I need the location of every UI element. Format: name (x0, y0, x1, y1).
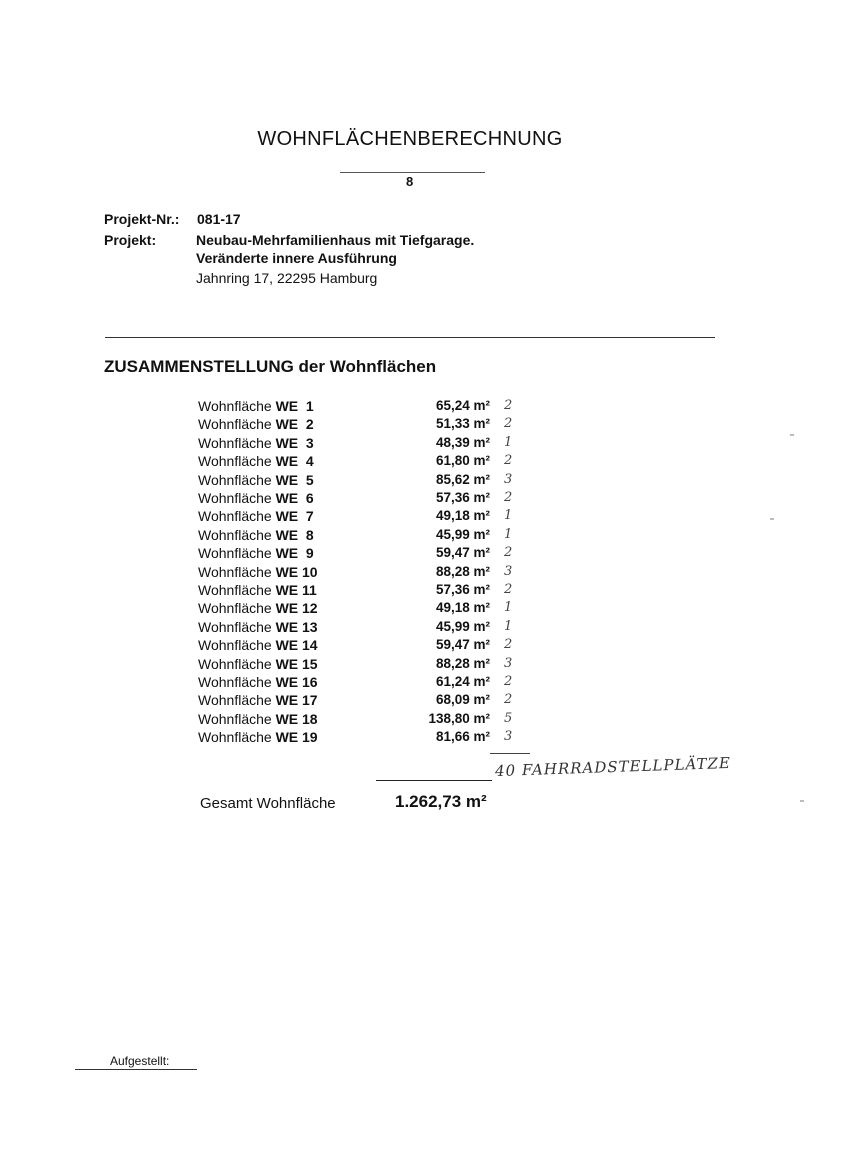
handwritten-room-count: 3 (504, 655, 513, 671)
list-item-unit: WE 2 (275, 416, 314, 433)
handwritten-room-count: 3 (504, 563, 513, 579)
handwritten-room-count: 1 (504, 618, 513, 634)
list-item-area: 57,36 m² (435, 582, 490, 597)
list-item-unit: WE 5 (275, 471, 314, 488)
list-item-unit: WE 3 (275, 434, 314, 451)
handwritten-room-count: 1 (504, 526, 513, 542)
list-item-area: 51,33 m² (435, 416, 490, 432)
list-item-type: Wohnfläche (198, 710, 272, 727)
list-item-area: 65,24 m² (435, 398, 490, 413)
list-item-type: Wohnfläche (198, 692, 272, 709)
list-item-label (198, 527, 314, 543)
list-item-unit: WE 11 (275, 582, 317, 598)
list-item-type: Wohnfläche (198, 618, 272, 635)
list-item-unit: WE 4 (275, 453, 314, 470)
list-item-type: Wohnfläche (198, 563, 272, 580)
list-item (0, 729, 850, 747)
list-item-area: 88,28 m² (435, 655, 490, 671)
list-item-area: 81,66 m² (435, 729, 490, 745)
project-address: Jahnring 17, 22295 Hamburg (196, 270, 378, 286)
handwritten-room-count: 2 (504, 692, 513, 708)
list-item (0, 692, 850, 710)
list-item (0, 656, 850, 674)
scan-speck (790, 434, 794, 436)
scan-speck (770, 518, 774, 520)
list-item-label (198, 637, 318, 653)
list-item-unit: WE 16 (275, 674, 318, 690)
list-item-area: 45,99 m² (435, 618, 490, 634)
list-item-unit: WE 12 (275, 600, 318, 617)
project-label: Projekt: (104, 232, 157, 248)
list-item-unit: WE 9 (275, 545, 314, 562)
list-item-label (198, 472, 314, 488)
handwritten-note: 40 FAHRRADSTELLPLÄTZE (494, 753, 732, 781)
list-item-type: Wohnfläche (198, 637, 272, 654)
list-item-type: Wohnfläche (198, 545, 272, 562)
aufgestellt-label: Aufgestellt: (110, 1054, 170, 1068)
list-item (0, 711, 850, 729)
handwritten-room-count: 2 (504, 416, 513, 432)
list-item-area: 59,47 m² (435, 637, 490, 653)
list-item-type: Wohnfläche (198, 453, 272, 470)
list-item-label (198, 416, 314, 432)
list-item-label (198, 490, 314, 506)
list-item-label (198, 674, 318, 690)
list-item (0, 453, 850, 471)
list-item-label (198, 545, 314, 561)
total-rule (376, 780, 492, 781)
handwritten-room-count: 3 (504, 729, 513, 745)
list-item-label (198, 656, 318, 672)
list-item-type: Wohnfläche (198, 729, 272, 746)
list-item-type: Wohnfläche (198, 398, 272, 414)
document-title: WOHNFLÄCHENBERECHNUNG (257, 128, 563, 150)
list-item-area: 57,36 m² (435, 490, 490, 505)
list-item-unit: WE 8 (275, 526, 314, 543)
list-item-type: Wohnfläche (198, 582, 272, 598)
list-item-area: 61,24 m² (435, 674, 490, 689)
total-value: 1.262,73 m² (395, 792, 487, 811)
list-item-type: Wohnfläche (198, 526, 272, 543)
list-item (0, 674, 850, 692)
list-item (0, 619, 850, 637)
list-item-unit: WE 6 (275, 490, 314, 506)
list-item (0, 564, 850, 582)
list-item-type: Wohnfläche (198, 674, 272, 690)
list-item (0, 416, 850, 434)
list-item-area: 61,80 m² (435, 453, 490, 469)
handwritten-underline (490, 753, 530, 754)
handwritten-room-count: 1 (504, 434, 513, 450)
list-item (0, 545, 850, 563)
list-item-label (198, 619, 318, 635)
list-item-area: 138,80 m² (428, 710, 490, 726)
list-item-label (198, 398, 314, 414)
list-item-unit: WE 1 (275, 398, 314, 414)
list-item (0, 508, 850, 526)
project-nr-label: Projekt-Nr.: (104, 211, 180, 227)
total-label: Gesamt Wohnfläche (200, 795, 336, 812)
list-item-area: 48,39 m² (435, 434, 490, 450)
list-item (0, 600, 850, 618)
list-item-unit: WE 14 (275, 637, 318, 654)
list-item-label (198, 600, 318, 616)
list-item (0, 637, 850, 655)
list-item-unit: WE 7 (275, 508, 314, 525)
list-item-type: Wohnfläche (198, 655, 272, 672)
list-item-type: Wohnfläche (198, 600, 272, 617)
project-line-1: Neubau-Mehrfamilienhaus mit Tiefgarage. (196, 232, 475, 248)
list-item-area: 49,18 m² (435, 600, 490, 616)
list-item-type: Wohnfläche (198, 471, 272, 488)
list-item-area: 45,99 m² (435, 526, 490, 542)
handwritten-room-count: 2 (504, 582, 513, 597)
list-item-label (198, 729, 318, 745)
handwritten-room-count: 2 (504, 453, 513, 469)
list-item-unit: WE 15 (275, 655, 318, 672)
list-item (0, 582, 850, 600)
list-item-unit: WE 18 (275, 710, 318, 727)
list-item-area: 49,18 m² (435, 508, 490, 524)
project-nr-value: 081-17 (197, 211, 241, 227)
section-divider (105, 337, 715, 338)
page-number-rule (340, 172, 485, 173)
list-item-type: Wohnfläche (198, 508, 272, 525)
list-item (0, 527, 850, 545)
page-number: 8 (406, 174, 414, 189)
handwritten-room-count: 1 (504, 600, 513, 616)
section-heading: ZUSAMMENSTELLUNG der Wohnflächen (104, 357, 437, 376)
handwritten-room-count: 3 (504, 471, 513, 487)
list-item-unit: WE 10 (275, 563, 318, 580)
list-item-label (198, 435, 314, 451)
list-item-area: 85,62 m² (435, 471, 490, 487)
list-item (0, 435, 850, 453)
list-item (0, 490, 850, 508)
list-item-type: Wohnfläche (198, 434, 272, 451)
list-item-label (198, 453, 314, 469)
project-line-2: Veränderte innere Ausführung (196, 250, 397, 266)
handwritten-room-count: 2 (504, 674, 513, 689)
list-item-label (198, 711, 318, 727)
list-item (0, 472, 850, 490)
list-item-area: 68,09 m² (435, 692, 490, 708)
list-item (0, 398, 850, 416)
list-item-label (198, 582, 317, 598)
signature-line (75, 1069, 197, 1070)
list-item-type: Wohnfläche (198, 490, 272, 506)
list-item-area: 59,47 m² (435, 545, 490, 561)
list-item-unit: WE 17 (275, 692, 318, 709)
list-item-type: Wohnfläche (198, 416, 272, 433)
handwritten-room-count: 5 (504, 710, 513, 726)
handwritten-room-count: 2 (504, 545, 513, 561)
list-item-unit: WE 13 (275, 618, 318, 635)
list-item-label (198, 508, 314, 524)
list-item-area: 88,28 m² (435, 563, 490, 579)
list-item-unit: WE 19 (275, 729, 318, 746)
scan-speck (800, 800, 804, 802)
list-item-label (198, 564, 318, 580)
handwritten-room-count: 2 (504, 398, 513, 413)
handwritten-room-count: 1 (504, 508, 513, 524)
list-item-label (198, 692, 318, 708)
handwritten-room-count: 2 (504, 490, 513, 505)
handwritten-room-count: 2 (504, 637, 513, 653)
